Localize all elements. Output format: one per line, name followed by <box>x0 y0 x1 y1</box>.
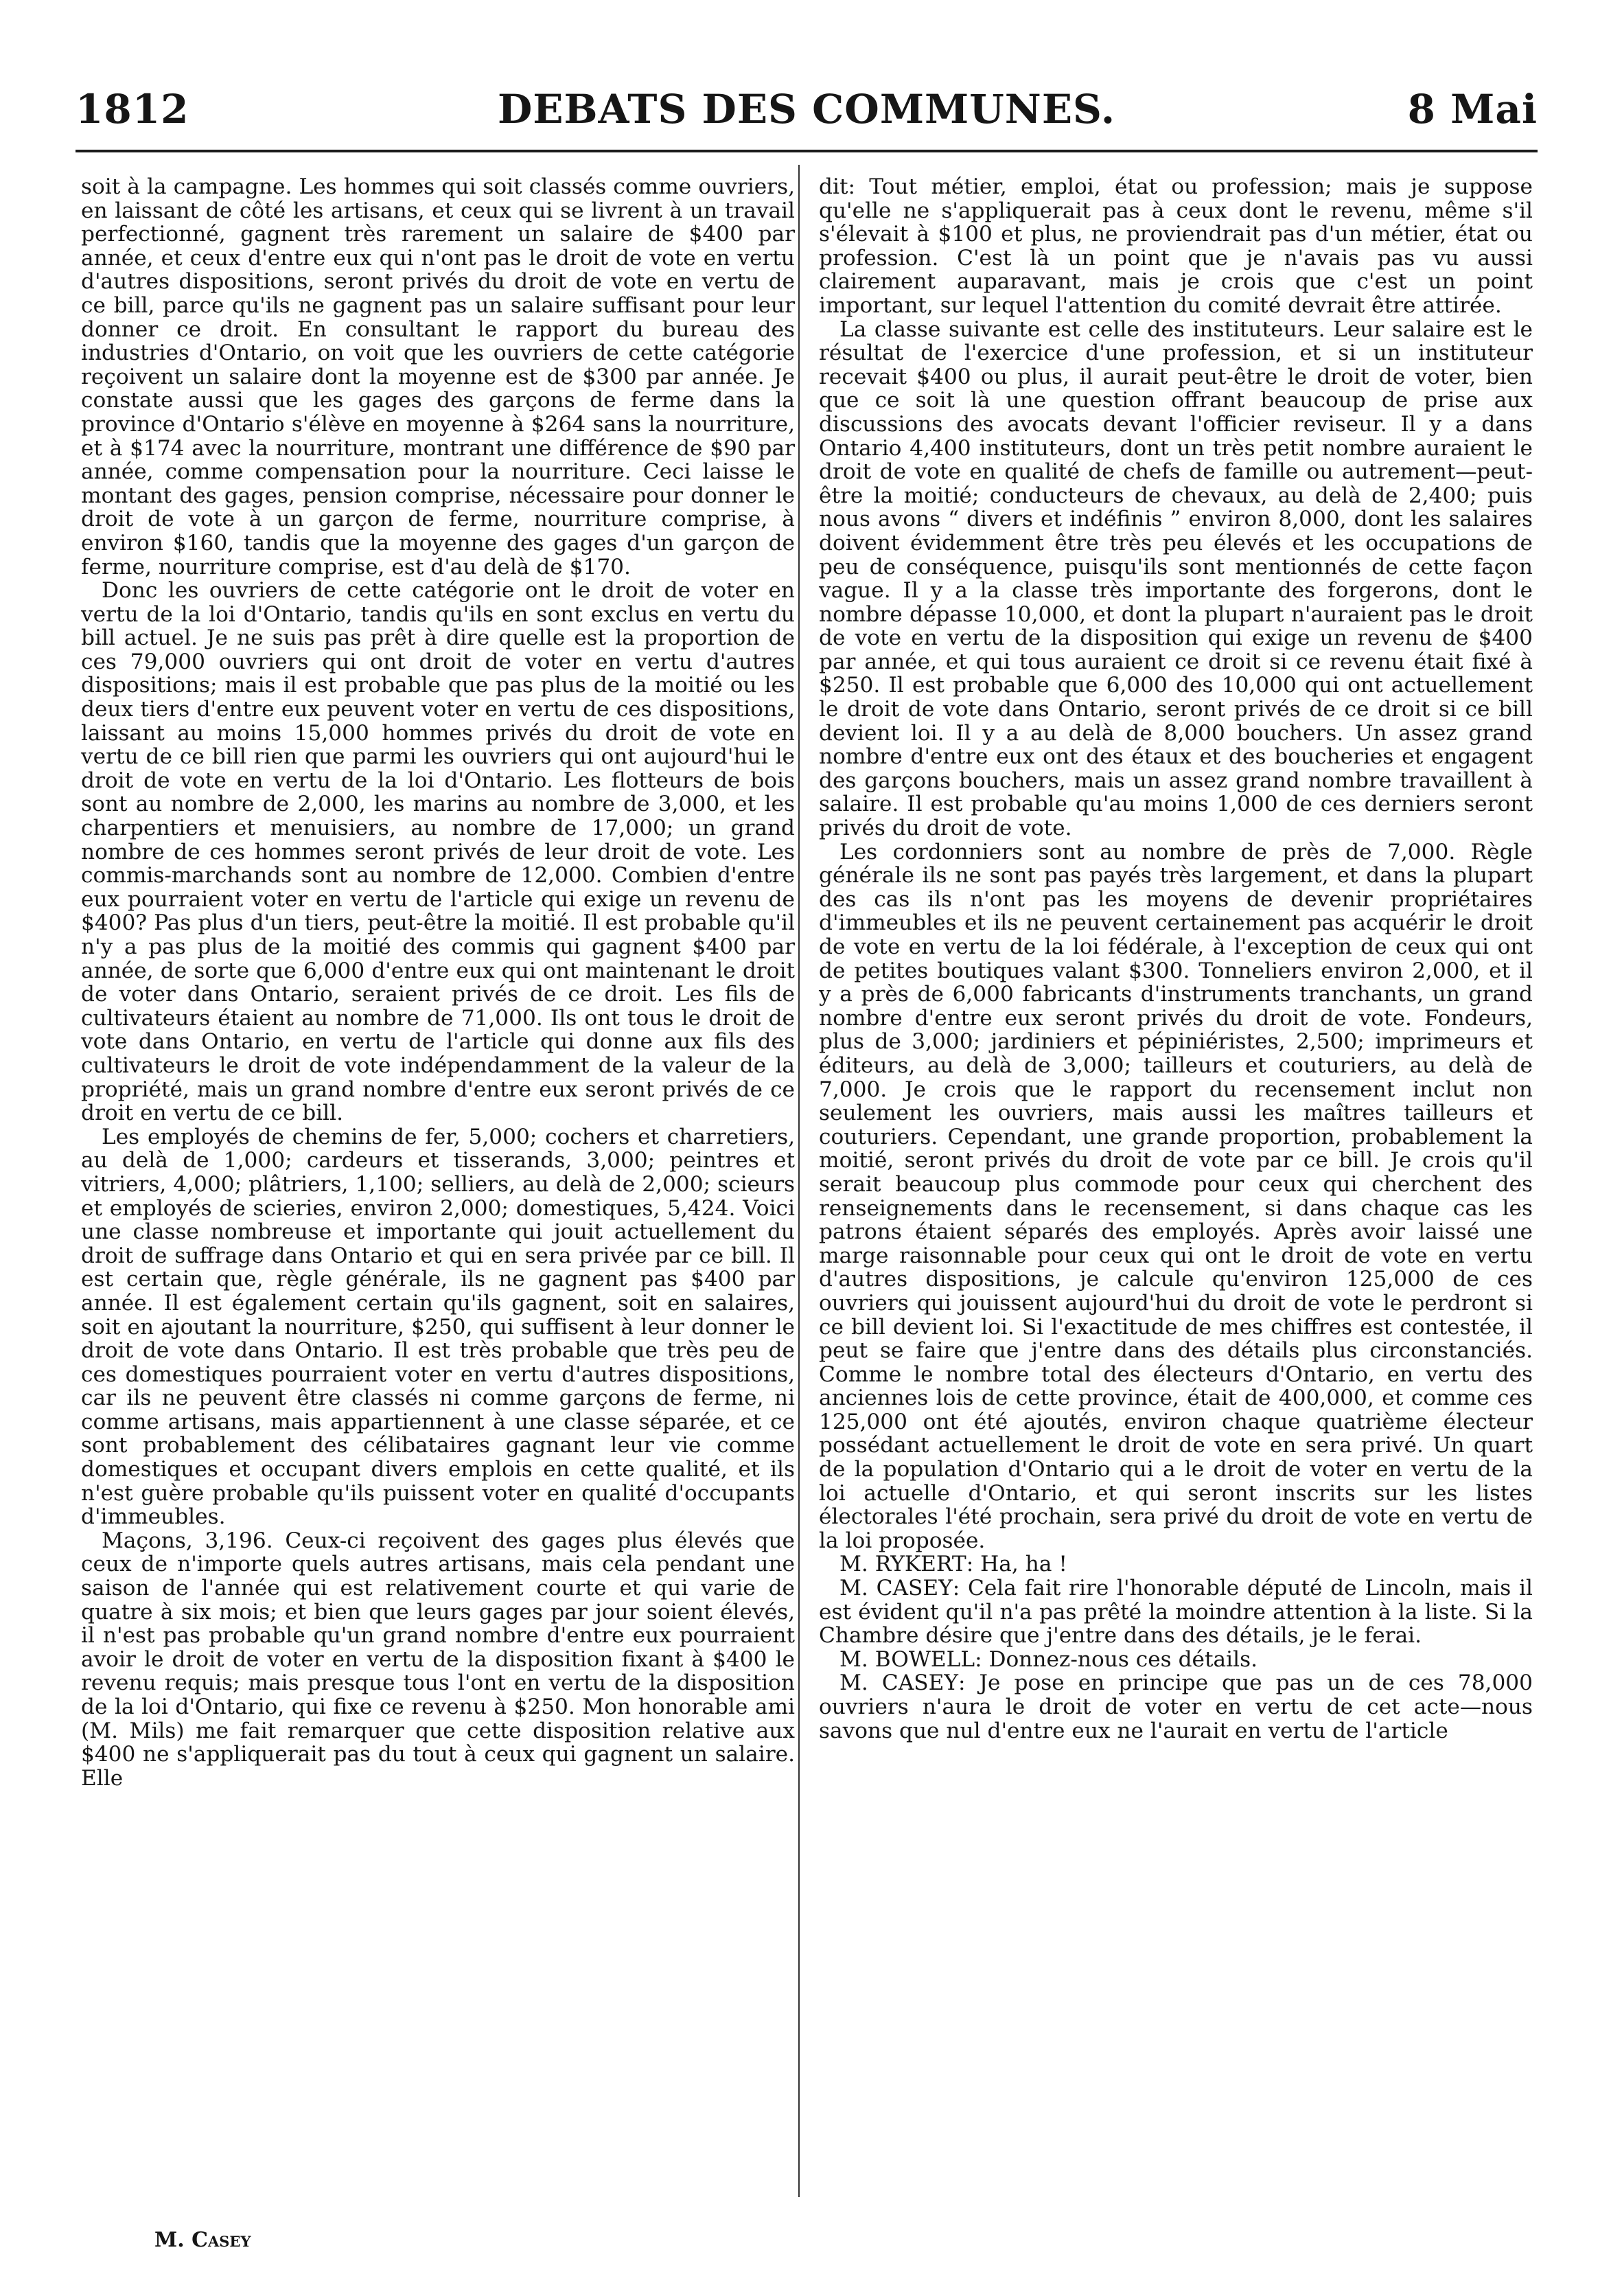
speech-text: : Cela fait rire l'honorable député de Lincoln, mais il est évident qu'il n'a pas prêté la moindre attention à la liste. Si la Chambre désire que j'entre dans des détails, je le ferai. <box>819 1576 1533 1649</box>
paragraph: Maçons, 3,196. Ceux-ci reçoivent des gages plus élevés que ceux de n'importe quels autres artisans, mais cela pendant une saison de l'année qui est relativement courte et qui varie de quatre à six mois; et bien que leurs gages par jour soient élevés, il n'est pas probable qu'un grand nombre d'entre eux pourraient avoir le droit de voter en vertu de la disposition fixant à $400 le revenu requis; mais presque tous l'ont en vertu de la disposition de la loi d'Ontario, qui fixe ce revenu à $250. Mon honorable ami (M. Mils) me fait remarquer que cette disposition relative aux $400 ne s'appliquerait pas du tout à ceux qui gagnent un salaire. Elle <box>81 1528 795 1791</box>
speaker-name: M. CASEY <box>839 1671 958 1696</box>
speech-text: : Ha, ha ! <box>966 1552 1067 1577</box>
speaker-name: M. RYKERT <box>839 1552 966 1577</box>
speaker-name: M. CASEY <box>839 1576 953 1601</box>
right-column <box>819 175 1533 1743</box>
speech-text: : Je pose en principe que pas un de ces 78,000 ouvriers n'aura le droit de voter en vertu de cet acte—nous savons que nul d'entre eux ne l'aurait en vertu de l'article <box>819 1671 1533 1743</box>
paragraph: Donc les ouvriers de cette catégorie ont le droit de voter en vertu de la loi d'Ontario, tandis qu'ils en sont exclus en vertu du bill actuel. Je ne suis pas prêt à dire quelle est la proportion de ces 79,000 ouvriers qui ont droit de voter en vertu d'autres dispositions; mais il est probable que pas plus de la moitié ou les deux tiers d'entre eux peuvent voter en vertu de ces dispositions, laissant au moins 15,000 hommes privés du droit de vote en vertu de ce bill rien que parmi les ouvriers qui ont aujourd'hui le droit de vote en vertu de la loi d'Ontario. Les flotteurs de bois sont au nombre de 2,000, les marins au nombre de 3,000, et les charpentiers et menuisiers, au nombre de 17,000; un grand nombre de ces hommes seront privés de leur droit de vote. Les commis-marchands sont au nombre de 12,000. Combien d'entre eux pourraient voter en vertu de l'article qui exige un revenu de $400? Pas plus d'un tiers, peut-être la moitié. Il est probable qu'il n'y a pas plus de la moitié des commis qui gagnent $400 par année, de sorte que 6,000 d'entre eux qui ont maintenant le droit de voter dans Ontario, seraient privés de ce droit. Les fils de cultivateurs étaient au nombre de 71,000. Ils ont tous le droit de vote dans Ontario, en vertu de l'article qui donne aux fils des cultivateurs le droit de vote indépendamment de la valeur de la propriété, mais un grand nombre d'entre eux seront privés de ce droit en vertu de ce bill. <box>81 578 795 1126</box>
page-header <box>76 86 1538 148</box>
paragraph: La classe suivante est celle des instituteurs. Leur salaire est le résultat de l'exercice d'une profession, et si un instituteur recevait $400 ou plus, il aurait peut-être le droit de voter, bien que ce soit là une question offrant beaucoup de prise aux discussions des avocats devant l'officier reviseur. Il y a dans Ontario 4,400 instituteurs, dont un très petit nombre auraient le droit de vote en qualité de chefs de famille ou autrement—peut-être la moitié; conducteurs de chevaux, au delà de 2,400; puis nous avons “ divers et indéfinis ” environ 8,000, dont les salaires doivent évidemment être très peu élevés et les occupations de peu de conséquence, puisqu'ils sont mentionnés de cette façon vague. Il y a la classe très importante des forgerons, dont le nombre dépasse 10,000, et dont la plupart n'auraient pas le droit de vote en vertu de la disposition qui exige un revenu de $400 par année, et qui tous auraient ce droit si ce revenu était fixé à $250. Il est probable que 6,000 des 10,000 qui ont actuellement le droit de vote dans Ontario, seront privés de ce droit si ce bill devient loi. Il y a au delà de 8,000 bouchers. Un assez grand nombre d'entre eux ont des étaux et des boucheries et engagent des garçons bouchers, mais un assez grand nombre travaillent à salaire. Il est probable qu'au moins 1,000 de ces derniers seront privés du droit de vote. <box>819 317 1533 841</box>
paragraph: soit à la campagne. Les hommes qui soit classés comme ouvriers, en laissant de côté les artisans, et ceux qui se livrent à un travail perfectionné, gagnent très rarement un salaire de $400 par année, et ceux d'entre eux qui n'ont pas le droit de vote en vertu d'autres dispositions, seront privés du droit de vote en vertu de ce bill, parce qu'ils ne gagnent pas un salaire suffisant pour leur donner ce droit. En consultant le rapport du bureau des industries d'Ontario, on voit que les ouvriers de cette catégorie reçoivent un salaire dont la moyenne est de $300 par année. Je constate aussi que les gages des garçons de ferme dans la province d'Ontario s'élève en moyenne à $264 sans la nourriture, et à $174 avec la nourriture, montrant une différence de $90 par année, comme compensation pour la nourriture. Ceci laisse le montant des gages, pension comprise, nécessaire pour donner le droit de vote à un garçon de ferme, nourriture comprise, à environ $160, tandis que la moyenne des gages d'un garçon de ferme, nourriture comprise, est d'au delà de $170. <box>81 174 795 579</box>
speech <box>819 1552 1533 1576</box>
speech <box>819 1576 1533 1648</box>
header-rule <box>76 150 1538 152</box>
page-number: 1812 <box>76 86 189 133</box>
column-divider <box>798 165 800 2197</box>
speech-text: : Donnez-nous ces détails. <box>975 1646 1258 1672</box>
paragraph: Les employés de chemins de fer, 5,000; cochers et charretiers, au delà de 1,000; cardeurs et tisserands, 3,000; peintres et vitriers, 4,000; plâtriers, 1,100; selliers, au delà de 2,000; scieurs et employés de scieries, environ 2,000; domestiques, 5,424. Voici une classe nombreuse et importante qui jouit actuellement du droit de suffrage dans Ontario et qui en sera privée par ce bill. Il est certain que, règle générale, ils ne gagnent pas $400 par année. Il est également certain qu'ils gagnent, soit en salaires, soit en ajoutant la nourriture, $250, qui suffisent à leur donner le droit de vote dans Ontario. Il est très probable que très peu de ces domestiques pourraient voter en vertu d'autres dispositions, car ils ne peuvent être classés ni comme garçons de ferme, ni comme artisans, mais appartiennent à une classe séparée, et ce sont probablement des célibataires gagnant leur vie comme domestiques et occupant divers emplois en cette qualité, et ils n'est guère probable qu'ils puissent voter en qualité d'occupants d'immeubles. <box>81 1124 795 1530</box>
page-title: DEBATS DES COMMUNES. <box>497 86 1116 133</box>
paragraph: dit: Tout métier, emploi, état ou profession; mais je suppose qu'elle ne s'appliquerait pas à ceux dont le revenu, même s'il s'élevait à $100 et plus, ne proviendrait pas d'un métier, état ou profession. C'est là un point que je n'avais pas vu aussi clairement auparavant, mais je crois que c'est un point important, sur lequel l'attention du comité devrait être attirée. <box>819 174 1533 318</box>
speech <box>819 1648 1533 1672</box>
speaker-name: M. BOWELL <box>839 1646 975 1672</box>
page-date: 8 Mai <box>1407 86 1538 133</box>
footer-speaker: M. Casey <box>154 2228 251 2252</box>
left-column <box>81 175 795 1790</box>
speech <box>819 1671 1533 1743</box>
paragraph: Les cordonniers sont au nombre de près de 7,000. Règle générale ils ne sont pas payés très largement, et dans la plupart des cas ils n'ont pas les moyens de devenir propriétaires d'immeubles et ils ne peuvent certainement pas acquérir le droit de vote en vertu de la loi fédérale, à l'exception de ceux qui ont de petites boutiques valant $300. Tonneliers environ 2,000, et il y a près de 6,000 fabricants d'instruments tranchants, un grand nombre d'entre eux seront privés du droit de vote. Fondeurs, plus de 3,000; jardiniers et pépiniéristes, 2,500; imprimeurs et éditeurs, au delà de 3,000; tailleurs et couturiers, au delà de 7,000. Je crois que le rapport du recensement inclut non seulement les ouvriers, mais aussi les maîtres tailleurs et couturiers. Cependant, une grande proportion, probablement la moitié, seront privés du droit de vote par ce bill. Je crois qu'il serait beaucoup plus commode pour ceux qui cherchent des renseignements dans le recensement, si dans chaque cas les patrons étaient séparés des employés. Après avoir laissé une marge raisonnable pour ceux qui ont le droit de vote en vertu d'autres dispositions, je calcule qu'environ 125,000 de ces ouvriers qui jouissent aujourd'hui du droit de vote le perdront si ce bill devient loi. Si l'exactitude de mes chiffres est contestée, il peut se faire que j'entre dans des détails plus circonstanciés. Comme le nombre total des électeurs d'Ontario, en vertu des anciennes lois de cette province, était de 400,000, et comme ces 125,000 ont été ajoutés, environ chaque quatrième électeur possédant actuellement le droit de vote en sera privé. Un quart de la population d'Ontario qui a le droit de voter en vertu de la loi actuelle d'Ontario, et qui seront inscrits sur les listes électorales l'été prochain, sera privé du droit de vote en vertu de la loi proposée. <box>819 839 1533 1553</box>
